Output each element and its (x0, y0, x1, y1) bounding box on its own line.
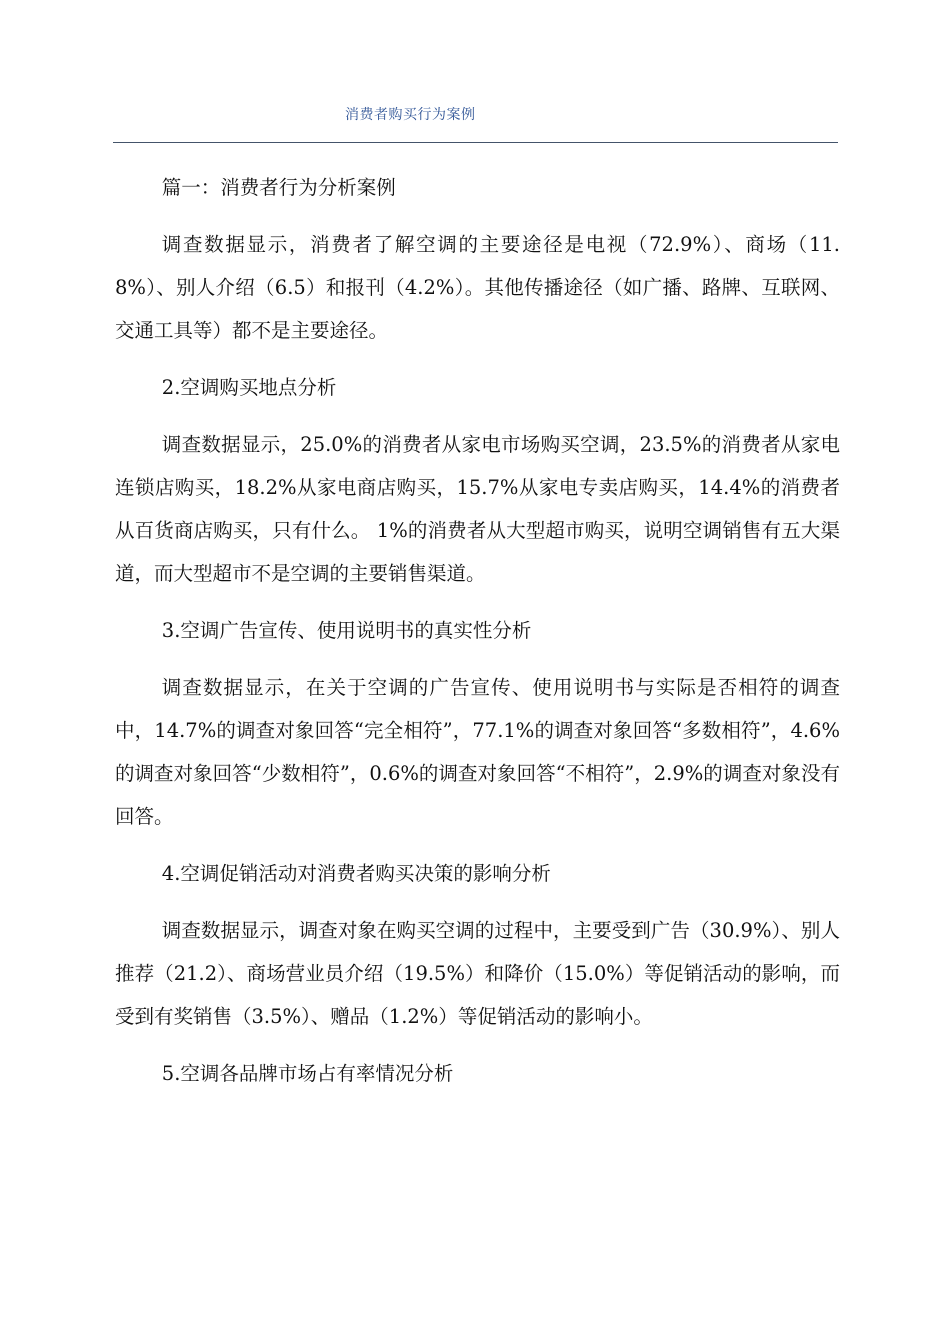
paragraph-info-channels: 调查数据显示，消费者了解空调的主要途径是电视（72.9%）、商场（11.8%）、别人介绍（6.5）和报刊（4.2%）。其他传播途径（如广播、路牌、互联网、交通工具等）都不是主要途径。 (115, 233, 840, 342)
document-header-title: 消费者购买行为案例 (345, 107, 476, 123)
heading-promotion-impact: 4.空调促销活动对消费者购买决策的影响分析 (161, 862, 551, 885)
paragraph-promotion-impact: 调查数据显示，调查对象在购买空调的过程中，主要受到广告（30.9%）、别人推荐（21.2）、商场营业员介绍（19.5%）和降价（15.0%）等促销活动的影响，而受到有奖销售（3.5%）、赠品（1.2%）等促销活动的影响小。 (115, 919, 840, 1028)
header-divider (113, 142, 838, 143)
section-title: 篇一：消费者行为分析案例 (161, 176, 396, 199)
paragraph-ad-truthfulness: 调查数据显示，在关于空调的广告宣传、使用说明书与实际是否相符的调查中，14.7%的调查对象回答“完全相符”，77.1%的调查对象回答“多数相符”，4.6%的调查对象回答“少数相符”，0.6%的调查对象回答“不相符”，2.9%的调查对象没有回答。 (115, 676, 840, 828)
heading-purchase-location: 2.空调购买地点分析 (161, 376, 337, 399)
paragraph-purchase-location: 调查数据显示，25.0%的消费者从家电市场购买空调，23.5%的消费者从家电连锁店购买，18.2%从家电商店购买，15.7%从家电专卖店购买，14.4%的消费者从百货商店购买，只有什么。 1%的消费者从大型超市购买，说明空调销售有五大渠道，而大型超市不是空调的主要销售渠道。 (115, 433, 840, 585)
heading-brand-market-share: 5.空调各品牌市场占有率情况分析 (161, 1062, 454, 1085)
heading-ad-truthfulness: 3.空调广告宣传、使用说明书的真实性分析 (161, 619, 532, 642)
document-body (115, 166, 840, 1109)
